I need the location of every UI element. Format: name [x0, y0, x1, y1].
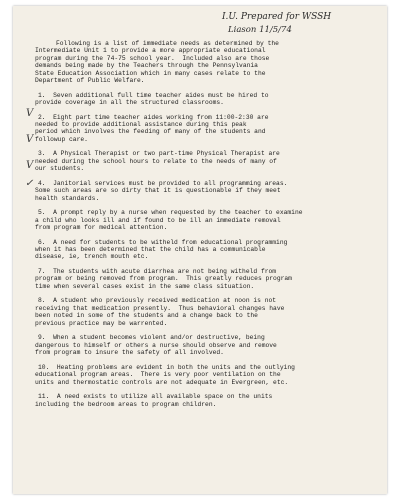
text-line: been noted in some of the students and a change back to the: [35, 312, 258, 320]
text-line: 3. A Physical Therapist or two part-time Physical Therapist are: [38, 150, 280, 158]
list-item-4: [35, 180, 375, 202]
text-line: 10. Heating problems are evident in both the units and the outlying: [38, 363, 295, 371]
text-line: 8. A student who previously received medication at noon is not: [38, 297, 277, 305]
text-line: Intermediate Unit 1 to provide a more appropriate educational: [35, 47, 266, 55]
text-line: units and thermostatic controls are not adequate in Evergreen, etc.: [35, 378, 289, 386]
text-line: Department of Public Welfare.: [35, 77, 145, 85]
text-line: Following is a list of immediate needs as determined by the: [56, 40, 279, 47]
list-item-5: [35, 209, 375, 231]
text-line: dangerous to himself or others a nurse should observe and remove: [35, 341, 277, 349]
text-line: provide coverage in all the structured classrooms.: [35, 99, 224, 107]
margin-check-mark: V: [26, 160, 34, 171]
text-line: followup care.: [35, 135, 88, 143]
text-line: from program for medical attention.: [35, 224, 168, 232]
text-line: receiving that medication presently. Thus behavioral changes have: [35, 304, 285, 312]
text-line: from program to insure the safety of all involved.: [35, 349, 224, 357]
text-line: previous practice may be warrented.: [35, 319, 168, 327]
text-line: needed during the school hours to relate to the needs of many of: [35, 157, 277, 165]
list-item-8: [35, 297, 375, 327]
text-line: program during the 74-75 school year. Included also are those: [35, 54, 270, 62]
list-item-1: [35, 92, 375, 107]
text-line: when it has been determined that the child has a communicable: [35, 246, 266, 254]
text-line: demands being made by the Teachers through the Pennsylvania: [35, 62, 258, 70]
text-line: time when several cases exist in the same class situation.: [35, 282, 255, 290]
text-line: Some such areas are so dirty that it is questionable if they meet: [35, 187, 281, 195]
list-item-6: [35, 239, 375, 261]
text-line: 4. Janitorial services must be provided to all programming areas.: [38, 179, 288, 187]
text-line: 11. A need exists to utilize all available space on the units: [38, 393, 273, 401]
margin-check-mark: ✓: [25, 178, 34, 189]
text-line: 9. When a student becomes violent and/or destructive, being: [38, 334, 265, 342]
text-line: disease, ie, trench mouth etc.: [35, 253, 149, 261]
text-line: period which involves the feeding of many of the students and: [35, 128, 266, 136]
handwritten-note-title: I.U. Prepared for WSSH: [222, 12, 332, 22]
intro-paragraph: [35, 40, 375, 84]
text-line: our students.: [35, 165, 85, 173]
text-line: a child who looks ill and if found to be ill an immediate removal: [35, 216, 281, 224]
text-line: 1. Seven additional full time teacher aides must be hired to: [38, 91, 269, 99]
text-line: program or being removed from program. This greatly reduces program: [35, 275, 292, 283]
text-line: 5. A prompt reply by a nurse when requested by the teacher to examine: [38, 209, 303, 217]
text-line: health standards.: [35, 194, 100, 202]
list-item-2: [35, 114, 375, 144]
handwritten-note-date: Liason 11/5/74: [228, 25, 292, 35]
list-item-7: [35, 268, 375, 290]
list-item-3: [35, 150, 375, 172]
text-line: 2. Eight part time teacher aides working from 11:00-2:30 are: [38, 113, 269, 121]
margin-check-mark: V: [26, 134, 34, 145]
text-line: including the bedroom areas to program children.: [35, 400, 217, 408]
list-item-11: [35, 393, 375, 408]
document-body: [35, 40, 375, 415]
text-line: State Education Association which in many cases relate to the: [35, 69, 266, 77]
text-line: educational program areas. There is very poor ventilation on the: [35, 371, 281, 379]
margin-check-mark: V: [26, 108, 34, 119]
list-item-9: [35, 334, 375, 356]
text-line: needed to provide additional assistance during this peak: [35, 121, 247, 129]
list-item-10: [35, 364, 375, 386]
text-line: 6. A need for students to be witheld from educational programming: [38, 238, 288, 246]
text-line: 7. The students with acute diarrhea are not being witheld from: [38, 268, 277, 276]
